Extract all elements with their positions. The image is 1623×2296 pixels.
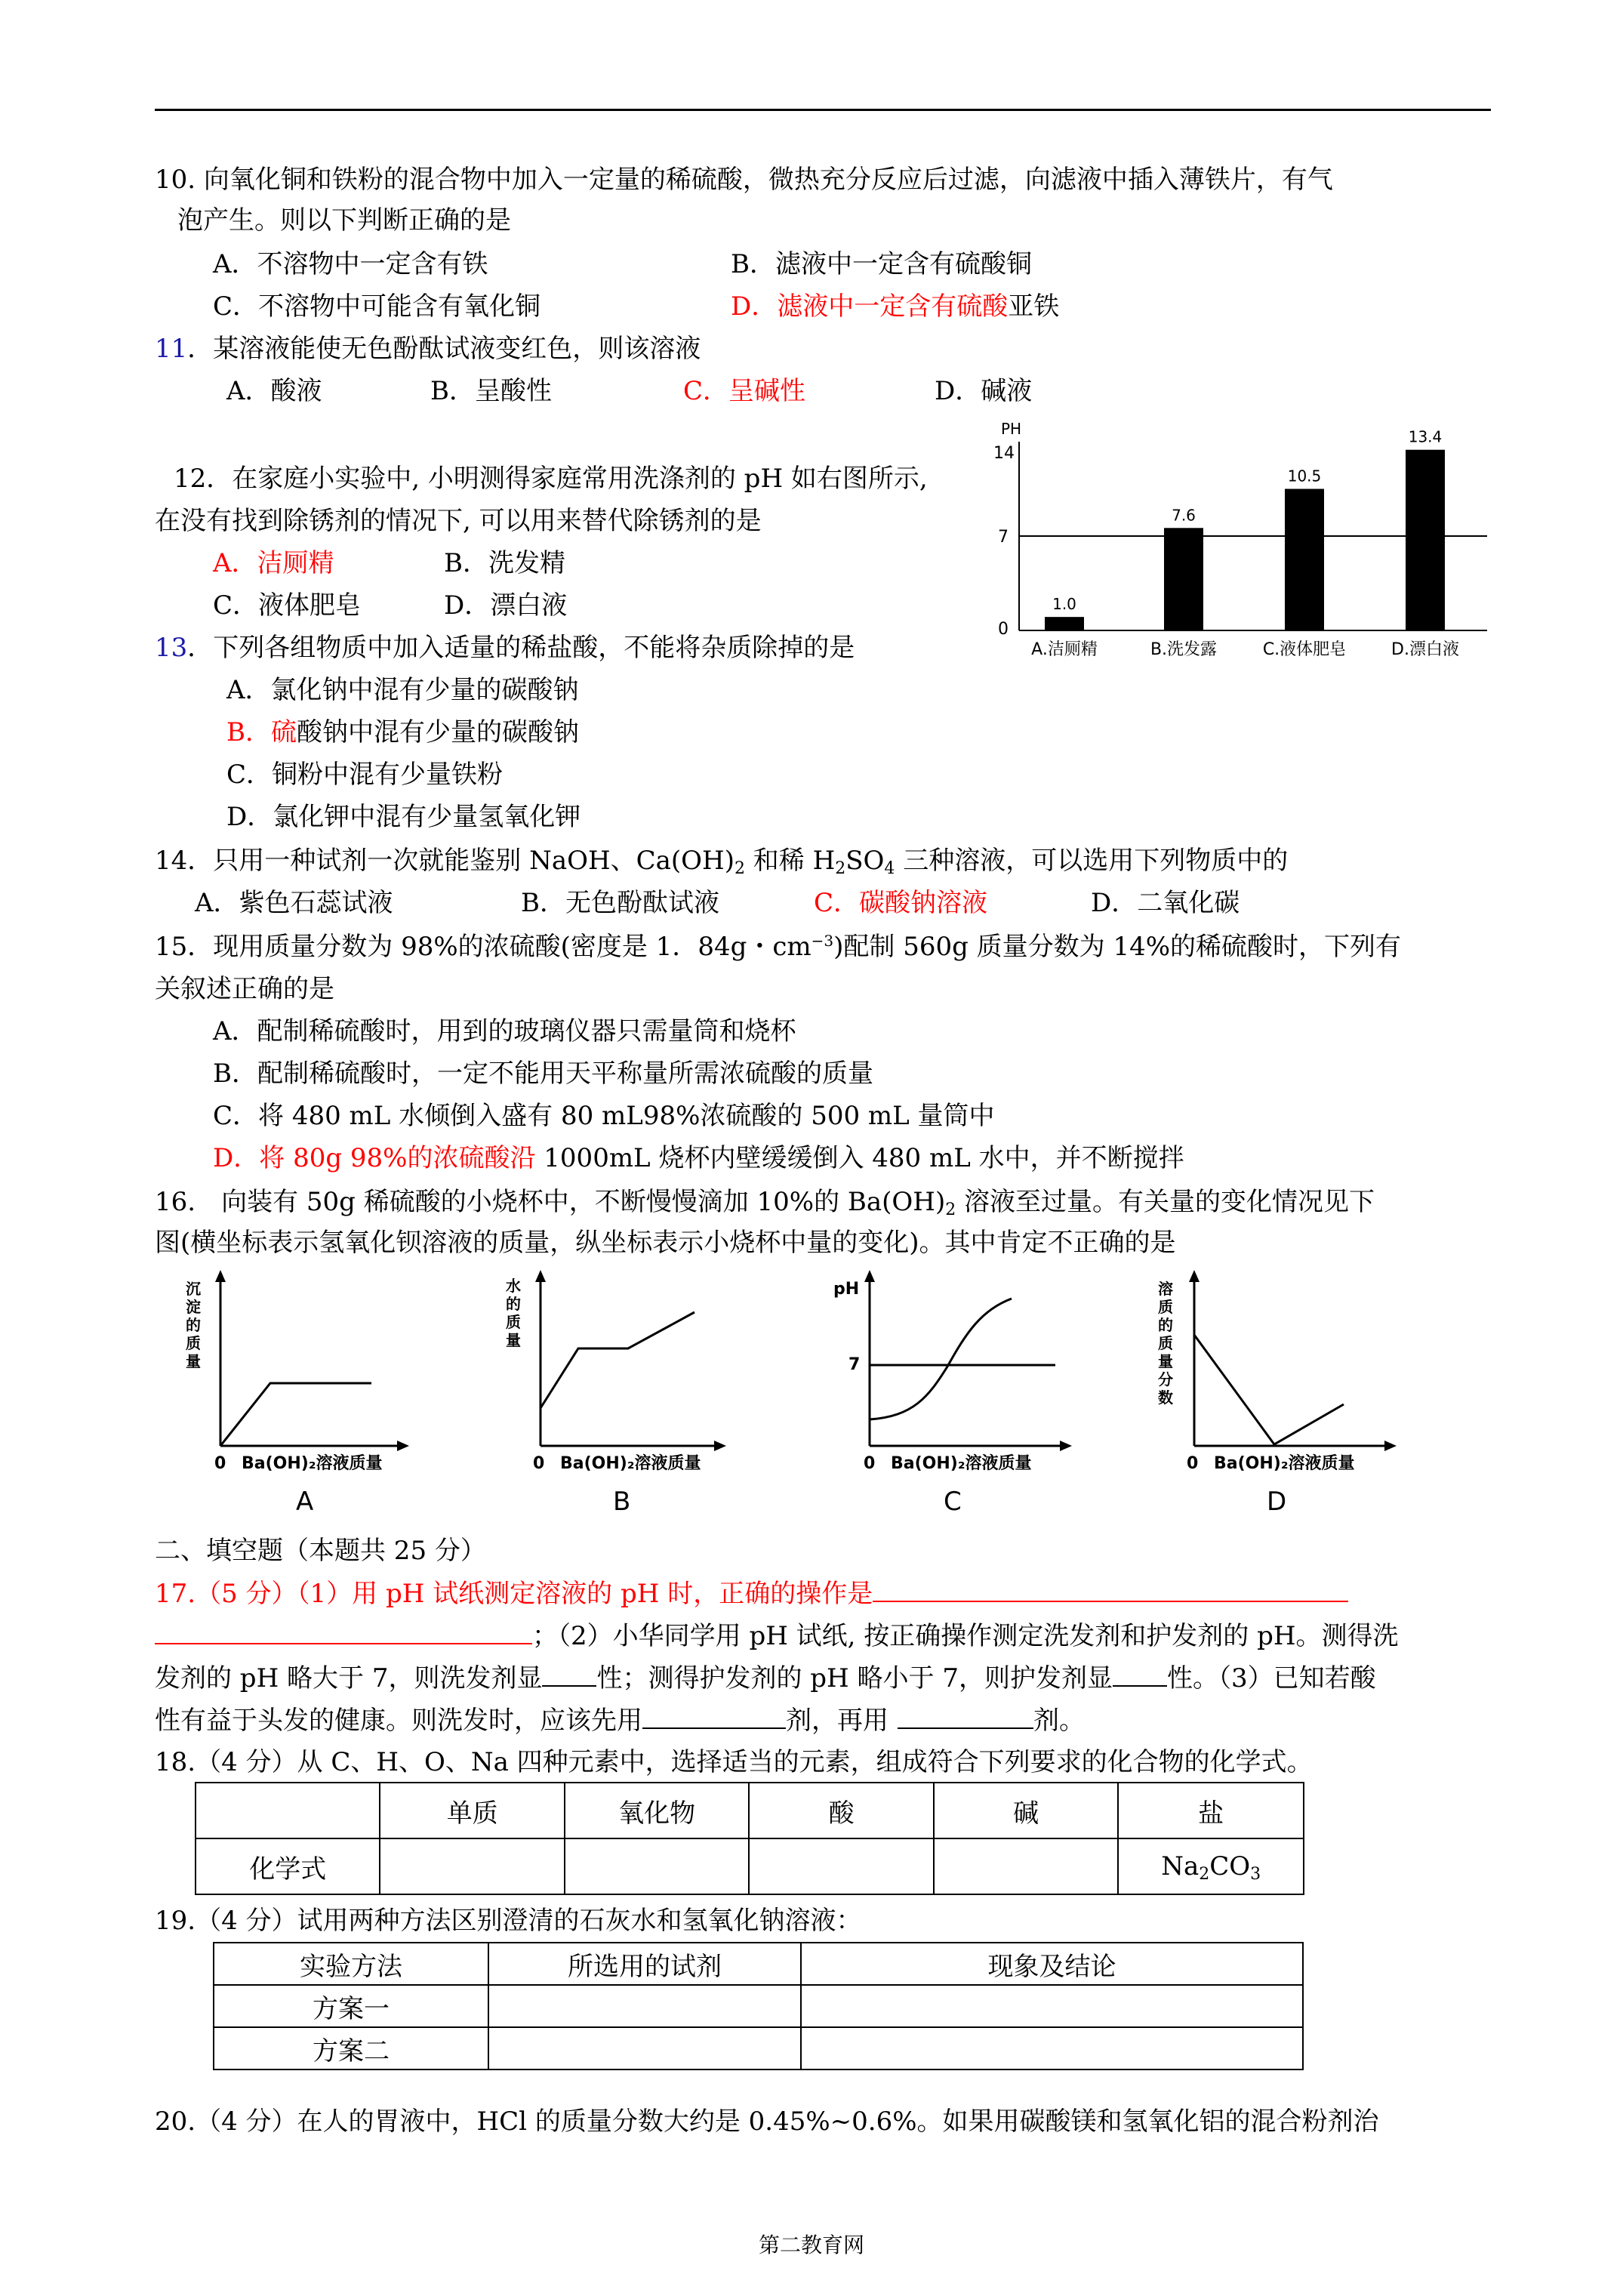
ph-bar-chart bbox=[981, 419, 1495, 680]
graph-c-y-arrow bbox=[864, 1270, 875, 1282]
q10-option-b: B．滤液中一定含有硫酸铜 bbox=[731, 249, 1032, 279]
q18-header-element: 单质 bbox=[380, 1783, 564, 1838]
graph-a-ylabel-3: 质 bbox=[186, 1334, 201, 1352]
graph-b-letter: B bbox=[613, 1487, 631, 1517]
q13-stem bbox=[155, 633, 855, 663]
ph-bar-3 bbox=[1285, 489, 1324, 631]
q14-sub3: 4 bbox=[884, 859, 895, 878]
q13-option-d: D．氯化钾中混有少量氢氧化钾 bbox=[226, 802, 581, 832]
q13-option-b bbox=[226, 717, 579, 747]
graph-b-ylabel-3: 量 bbox=[506, 1331, 521, 1349]
q14-sub1: 2 bbox=[734, 859, 745, 878]
q17-answer-blank-2[interactable] bbox=[542, 1663, 596, 1687]
q13-option-a: A．氯化钠中混有少量的碳酸钠 bbox=[226, 675, 579, 705]
ph-chart-ytick-0: 0 bbox=[998, 620, 1009, 639]
q11-number: 11 bbox=[155, 334, 188, 364]
q11-stem-text: ．某溶液能使无色酚酞试液变红色，则该溶液 bbox=[187, 334, 701, 364]
graph-d-ylabel-1: 质 bbox=[1158, 1298, 1173, 1316]
q10-option-d bbox=[731, 291, 1059, 322]
q19-header-row bbox=[214, 1943, 1303, 1985]
q14-stem-part3: SO bbox=[845, 846, 885, 876]
q12-option-b: B．洗发精 bbox=[444, 548, 565, 578]
q14-stem-part4: 三种溶液，可以选用下列物质中的 bbox=[895, 846, 1289, 876]
q13-option-b-red: B．硫 bbox=[226, 717, 297, 747]
q15-option-d bbox=[213, 1143, 1184, 1173]
graph-b-origin: 0 bbox=[533, 1454, 545, 1473]
graph-a-xlabel: Ba(OH)₂溶液质量 bbox=[242, 1454, 383, 1473]
q15-stem-line1 bbox=[155, 932, 1401, 962]
q16-stem-line2: 图(横坐标表示氢氧化钡溶液的质量，纵坐标表示小烧杯中量的变化)。其中肯定不正确的是 bbox=[155, 1228, 1176, 1258]
graph-d-ylabel-4: 量 bbox=[1158, 1352, 1173, 1370]
q19-header-reagent: 所选用的试剂 bbox=[488, 1943, 801, 1985]
ph-bar-1 bbox=[1045, 617, 1084, 630]
q17-line4-part1: 性有益于头发的健康。则洗发时，应该先用 bbox=[155, 1706, 642, 1736]
q18-salt-sub2: 3 bbox=[1250, 1865, 1261, 1884]
q13-number: 13 bbox=[155, 633, 188, 663]
section-2-heading: 二、填空题（本题共 25 分） bbox=[155, 1536, 486, 1566]
q19-row-plan-1 bbox=[214, 1985, 1303, 2027]
graph-d-curve bbox=[1194, 1335, 1344, 1444]
q14-stem-part1: 14．只用一种试剂一次就能鉴别 NaOH、Ca(OH) bbox=[155, 846, 735, 876]
graph-d-ylabel-5: 分 bbox=[1158, 1370, 1173, 1388]
q14-option-d: D．二氧化碳 bbox=[1091, 888, 1240, 918]
q12-option-d: D．漂白液 bbox=[444, 590, 568, 621]
ph-bar-value-label-4: 13.4 bbox=[1408, 427, 1443, 446]
q16-sub: 2 bbox=[945, 1200, 956, 1219]
q17-answer-blank-1[interactable] bbox=[873, 1578, 1348, 1602]
q11-option-c: C．呈碱性 bbox=[683, 376, 806, 406]
q19-stem: 19.（4 分）试用两种方法区别澄清的石灰水和氢氧化钠溶液： bbox=[155, 1906, 862, 1936]
graph-a-ylabel-0: 沉 bbox=[186, 1280, 201, 1298]
ph-bar-value-label-3: 10.5 bbox=[1287, 467, 1322, 485]
q18-row-label: 化学式 bbox=[196, 1838, 380, 1894]
q16-stem-line1 bbox=[155, 1187, 1375, 1217]
q17-line2 bbox=[155, 1620, 1399, 1651]
graph-d-x-arrow bbox=[1384, 1441, 1397, 1451]
q19-header-result: 现象及结论 bbox=[801, 1943, 1303, 1985]
q17-line4 bbox=[155, 1705, 1085, 1736]
q18-stem: 18.（4 分）从 C、H、O、Na 四种元素中，选择适当的元素，组成符合下列要求的化合物的化学式。 bbox=[155, 1747, 1313, 1777]
q17-answer-blank-5[interactable] bbox=[898, 1705, 1033, 1729]
graph-c-letter: C bbox=[944, 1487, 962, 1517]
q17-answer-blank-4[interactable] bbox=[642, 1705, 786, 1729]
q15-option-b: B．配制稀硫酸时，一定不能用天平称量所需浓硫酸的质量 bbox=[213, 1059, 873, 1089]
q12-stem-line1: 12．在家庭小实验中, 小明测得家庭常用洗涤剂的 pH 如右图所示, bbox=[174, 464, 928, 494]
q15-option-d-red: D．将 80g 98%的浓硫酸沿 bbox=[213, 1143, 536, 1173]
q15-stem-part2: )配制 560g 质量分数为 14%的稀硫酸时，下列有 bbox=[833, 932, 1402, 962]
q11-option-b: B．呈酸性 bbox=[430, 376, 552, 406]
q11-stem bbox=[155, 334, 701, 364]
graph-c-curve bbox=[870, 1299, 1012, 1419]
q11-option-a: A．酸液 bbox=[226, 376, 322, 406]
q18-salt-sub1: 2 bbox=[1199, 1865, 1210, 1884]
q18-header-oxide: 氧化物 bbox=[565, 1783, 749, 1838]
graph-d-ylabel-2: 的 bbox=[1158, 1316, 1173, 1334]
q17-line2-text: ；（2）小华同学用 pH 试纸, 按正确操作测定洗发剂和护发剂的 pH。测得洗 bbox=[532, 1621, 1399, 1651]
q19-plan-2-label: 方案二 bbox=[214, 2027, 488, 2069]
q13-option-b-rest: 酸钠中混有少量的碳酸钠 bbox=[297, 717, 579, 747]
q18-header-acid: 酸 bbox=[749, 1783, 933, 1838]
q18-header-row bbox=[196, 1783, 1304, 1838]
q18-salt-na: Na bbox=[1161, 1851, 1200, 1881]
ph-category-label-2: B.洗发露 bbox=[1150, 640, 1218, 659]
q10-option-a: A．不溶物中一定含有铁 bbox=[213, 249, 488, 279]
ph-bar-4 bbox=[1406, 450, 1445, 630]
graph-d-y-arrow bbox=[1189, 1270, 1200, 1282]
q17-line3 bbox=[155, 1663, 1376, 1693]
q14-option-b: B．无色酚酞试液 bbox=[521, 888, 719, 918]
graph-c-ylabel: pH bbox=[833, 1280, 860, 1299]
q18-header-empty bbox=[196, 1783, 380, 1838]
q19-plan-1-result[interactable] bbox=[801, 1985, 1303, 2027]
ph-chart-ytick-7: 7 bbox=[998, 528, 1009, 547]
q19-plan-2-reagent[interactable] bbox=[488, 2027, 801, 2069]
ph-chart-ytick-14: 14 bbox=[993, 444, 1015, 463]
q19-plan-1-label: 方案一 bbox=[214, 1985, 488, 2027]
graph-c-ytick-7: 7 bbox=[848, 1355, 861, 1374]
q18-answer-element[interactable] bbox=[380, 1838, 564, 1894]
q18-salt-co: CO bbox=[1209, 1851, 1251, 1881]
graph-d-letter: D bbox=[1267, 1487, 1287, 1517]
ph-bar-value-label-2: 7.6 bbox=[1172, 506, 1196, 525]
q14-option-c: C．碳酸钠溶液 bbox=[814, 888, 988, 918]
q16-graph-d bbox=[1147, 1268, 1419, 1525]
q14-stem bbox=[155, 846, 1288, 876]
q17-line3-part1: 发剂的 pH 略大于 7，则洗发剂显 bbox=[155, 1663, 543, 1693]
graph-b-xlabel: Ba(OH)₂溶液质量 bbox=[560, 1454, 701, 1473]
graph-a-ylabel-4: 量 bbox=[186, 1352, 201, 1370]
graph-d-ylabel-6: 数 bbox=[1158, 1388, 1173, 1407]
q18-answer-acid[interactable] bbox=[749, 1838, 933, 1894]
q19-header-method: 实验方法 bbox=[214, 1943, 488, 1985]
graph-a-ylabel-2: 的 bbox=[186, 1316, 201, 1334]
graph-a-curve bbox=[220, 1383, 371, 1446]
page-footer: 第二教育网 bbox=[758, 2233, 864, 2257]
graph-b-x-arrow bbox=[714, 1441, 726, 1451]
ph-bar-value-label-1: 1.0 bbox=[1052, 595, 1076, 614]
q10-option-d-rest: 亚铁 bbox=[1008, 291, 1060, 322]
graph-c-origin: 0 bbox=[864, 1454, 876, 1473]
q18-answer-base[interactable] bbox=[934, 1838, 1118, 1894]
q10-option-c: C．不溶物中可能含有氧化铜 bbox=[213, 291, 541, 322]
q10-stem-line2: 泡产生。则以下判断正确的是 bbox=[177, 205, 511, 236]
q16-graph-c bbox=[823, 1268, 1095, 1525]
q15-option-a: A．配制稀硫酸时，用到的玻璃仪器只需量筒和烧杯 bbox=[213, 1016, 796, 1046]
ph-bar-2 bbox=[1164, 528, 1203, 630]
ph-category-label-3: C.液体肥皂 bbox=[1262, 640, 1347, 659]
q14-option-a: A．紫色石蕊试液 bbox=[195, 888, 393, 918]
graph-a-y-arrow bbox=[215, 1270, 226, 1282]
graph-d-xlabel: Ba(OH)₂溶液质量 bbox=[1214, 1454, 1355, 1473]
graph-d-ylabel-0: 溶 bbox=[1158, 1280, 1173, 1298]
graph-d-origin: 0 bbox=[1187, 1454, 1199, 1473]
ph-category-label-4: D.漂白液 bbox=[1391, 640, 1459, 659]
q15-option-d-rest: 1000mL 烧杯内壁缓缓倒入 480 mL 水中，并不断搅拌 bbox=[535, 1143, 1184, 1173]
ph-category-label-1: A.洁厕精 bbox=[1031, 640, 1098, 659]
graph-c-x-arrow bbox=[1060, 1441, 1072, 1451]
q15-option-c: C．将 480 mL 水倾倒入盛有 80 mL98%浓硫酸的 500 mL 量筒中 bbox=[213, 1101, 995, 1131]
q12-option-c: C．液体肥皂 bbox=[213, 590, 362, 621]
q16-graph-b bbox=[491, 1268, 740, 1525]
q15-stem-line2: 关叙述正确的是 bbox=[155, 974, 334, 1004]
q17-line4-part2: 剂，再用 bbox=[786, 1706, 888, 1736]
q17-answer-blank-3[interactable] bbox=[1113, 1663, 1167, 1687]
q19-plan-1-reagent[interactable] bbox=[488, 1985, 801, 2027]
q13-stem-text: ．下列各组物质中加入适量的稀盐酸，不能将杂质除掉的是 bbox=[187, 633, 855, 663]
q18-answer-oxide[interactable] bbox=[565, 1838, 749, 1894]
graph-b-ylabel-1: 的 bbox=[506, 1295, 521, 1313]
q10-option-d-red: D．滤液中一定含有硫酸 bbox=[731, 291, 1009, 322]
q18-table bbox=[195, 1782, 1304, 1895]
q19-table bbox=[213, 1942, 1304, 2070]
q17-line3-part3: 性。（3）已知若酸 bbox=[1166, 1663, 1376, 1693]
q18-header-salt: 盐 bbox=[1118, 1783, 1304, 1838]
q18-salt-formula bbox=[1118, 1838, 1304, 1894]
q12-stem-line2: 在没有找到除锈剂的情况下, 可以用来替代除锈剂的是 bbox=[155, 506, 762, 536]
q17-line3-part2: 性；测得护发剂的 pH 略小于 7，则护发剂显 bbox=[596, 1663, 1113, 1693]
graph-a-letter: A bbox=[296, 1487, 314, 1517]
q17-answer-blank-1-cont[interactable] bbox=[155, 1620, 532, 1644]
q14-stem-part2: 和稀 H bbox=[744, 846, 836, 876]
ph-chart-ylabel: PH bbox=[1001, 420, 1022, 438]
q18-header-base: 碱 bbox=[934, 1783, 1118, 1838]
graph-d-ylabel-3: 质 bbox=[1158, 1334, 1173, 1352]
q15-sup: −3 bbox=[811, 932, 834, 950]
q15-stem-part1: 15．现用质量分数为 98%的浓硫酸(密度是 1．84g・cm bbox=[155, 932, 812, 962]
q17-line1 bbox=[155, 1578, 1348, 1609]
graph-a-origin: 0 bbox=[214, 1454, 226, 1473]
q19-plan-2-result[interactable] bbox=[801, 2027, 1303, 2069]
q17-line4-part3: 剂。 bbox=[1033, 1706, 1085, 1736]
q14-sub2: 2 bbox=[835, 859, 846, 878]
graph-b-y-arrow bbox=[535, 1270, 546, 1282]
graph-b-ylabel-0: 水 bbox=[506, 1277, 521, 1295]
q16-graph-a bbox=[174, 1268, 423, 1525]
graph-b-ylabel-2: 质 bbox=[506, 1313, 521, 1331]
q18-formula-row bbox=[196, 1838, 1304, 1894]
header-rule bbox=[155, 109, 1491, 111]
q19-row-plan-2 bbox=[214, 2027, 1303, 2069]
graph-a-ylabel-1: 淀 bbox=[186, 1298, 201, 1316]
graph-b-curve bbox=[540, 1312, 694, 1408]
q10-stem-line1: 10. 向氧化铜和铁粉的混合物中加入一定量的稀硫酸，微热充分反应后过滤，向滤液中插入薄铁片，有气 bbox=[155, 165, 1333, 195]
q11-option-d: D．碱液 bbox=[935, 376, 1033, 406]
q16-stem-part1: 16. 向装有 50g 稀硫酸的小烧杯中，不断慢慢滴加 10%的 Ba(OH) bbox=[155, 1187, 946, 1217]
q16-stem-part2: 溶液至过量。有关量的变化情况见下 bbox=[956, 1187, 1375, 1217]
graph-a-x-arrow bbox=[397, 1441, 409, 1451]
q12-option-a: A．洁厕精 bbox=[213, 548, 334, 578]
graph-c-xlabel: Ba(OH)₂溶液质量 bbox=[891, 1454, 1032, 1473]
q17-line1-text: 17.（5 分）（1）用 pH 试纸测定溶液的 pH 时，正确的操作是 bbox=[155, 1579, 873, 1609]
q13-option-c: C．铜粉中混有少量铁粉 bbox=[226, 760, 504, 790]
q20-stem: 20.（4 分）在人的胃液中，HCl 的质量分数大约是 0.45%~0.6%。如果用碳酸镁和氢氧化铝的混合粉剂治 bbox=[155, 2106, 1379, 2137]
